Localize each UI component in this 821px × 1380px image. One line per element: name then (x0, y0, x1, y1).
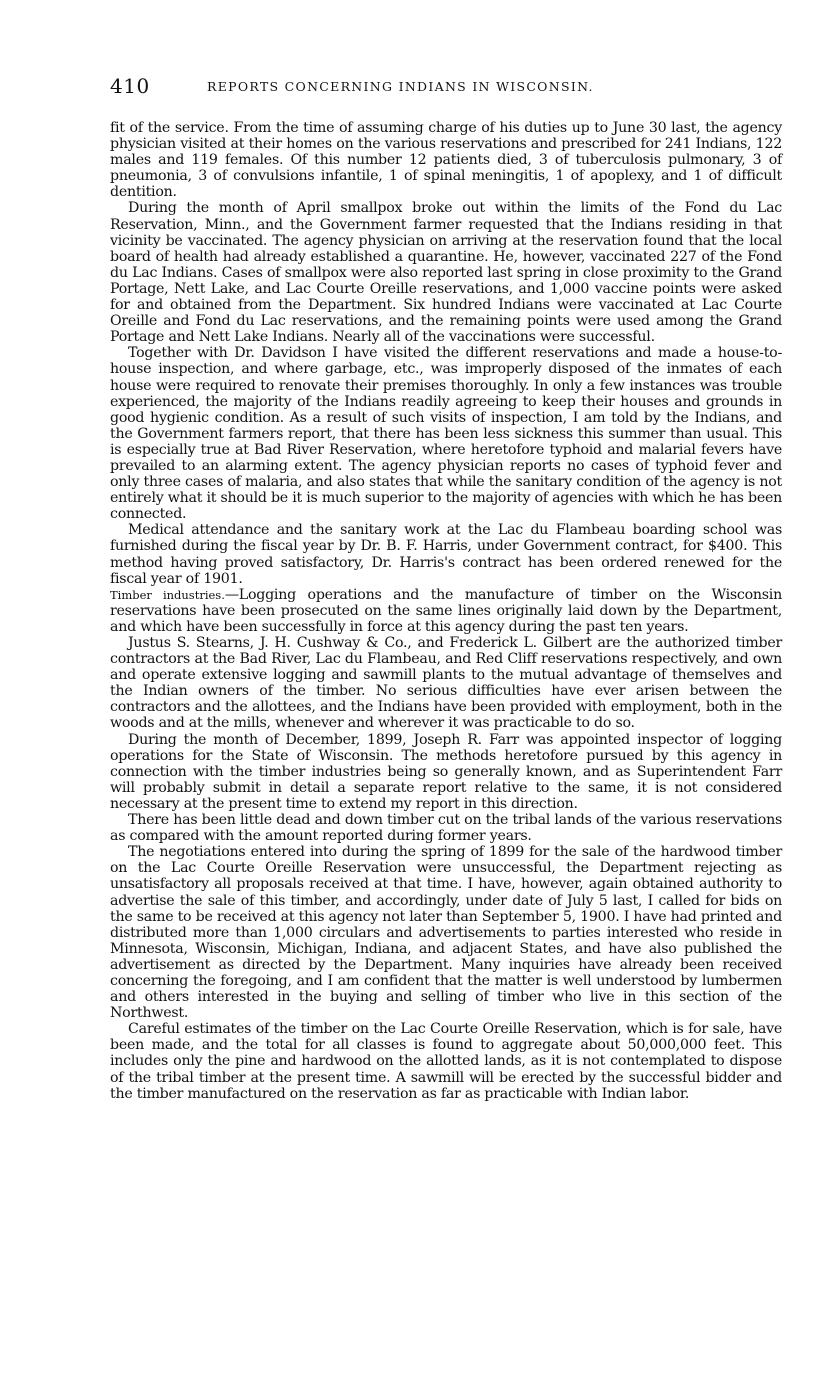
paragraph-text: During the month of April smallpox broke out within the limits of the Fond du Lac Reservation, Minn., and the Government farmer requested that the Indians residing in that vicinity be vaccinated. The agency physician on arriving at the reservation found that the local board of health had already established a quarantine. He, however, vaccinated 227 of the Fond du Lac Indians. Cases of smallpox were also reported last spring in close proximity to the Grand Portage, Nett Lake, and Lac Courte Oreille reservations, and 1,000 vaccine points were asked for and obtained from the Department. Six hundred Indians were vaccinated at Lac Courte Oreille and Fond du Lac reservations, and the remaining points were used among the Grand Portage and Nett Lake Indians. Nearly all of the vaccinations were successful. (110, 200, 782, 346)
paragraph-text: Medical attendance and the sanitary work at the Lac du Flambeau boarding school was furnished during the fiscal year by Dr. B. F. Harris, under Government contract, for $400. This method having proved satisfactory, Dr. Harris's contract has been ordered renewed for the fiscal year of 1901. (110, 522, 782, 587)
paragraph-5 (110, 587, 782, 635)
paragraph-text: Justus S. Stearns, J. H. Cushway & Co., and Frederick L. Gilbert are the authorized timber contractors at the Bad River, Lac du Flambeau, and Red Cliff reservations respectively, and own and operate extensive logging and sawmill plants to the mutual advantage of themselves and the Indian owners of the timber. No serious difficulties have ever arisen between the contractors and the allottees, and the Indians have been provided with employment, both in the woods and at the mills, whenever and wherever it was practicable to do so. (110, 635, 782, 732)
paragraph-7 (110, 732, 782, 812)
paragraph-text: —Logging operations and the manufacture of timber on the Wisconsin reservations have been prosecuted on the same lines originally laid down by the Department, and which have been successfully in force at this agency during the past ten years. (110, 586, 782, 635)
paragraph-9 (110, 844, 782, 1021)
paragraph-10 (110, 1021, 782, 1101)
paragraph-text: fit of the service. From the time of assuming charge of his duties up to June 30 last, the agency physician visited at their homes on the various reservations and prescribed for 241 Indians, 122 males and 119 females. Of this number 12 patients died, 3 of tuberculosis pulmonary, 3 of pneumonia, 3 of convulsions infantile, 1 of spinal meningitis, 1 of apoplexy, and 1 of difficult dentition. (110, 120, 782, 201)
paragraph-text: During the month of December, 1899, Joseph R. Farr was appointed inspector of logging operations for the State of Wisconsin. The methods heretofore pursued by this agency in connection with the timber industries being so generally known, and as Superintendent Farr will probably submit in detail a separate report relative to the same, it is not considered necessary at the present time to extend my report in this direction. (110, 731, 782, 812)
paragraph-1 (110, 120, 782, 200)
paragraph-6 (110, 635, 782, 732)
paragraph-text: Together with Dr. Davidson I have visited the different reservations and made a house-to-house inspection, and where garbage, etc., was improperly disposed of the inmates of each house were required to renovate their premises thoroughly. In only a few instances was trouble experienced, the majority of the Indians readily agreeing to keep their houses and grounds in good hygienic condition. As a result of such visits of inspection, I am told by the Indians, and the Government farmers report, that there has been less sickness this summer than usual. This is especially true at Bad River Reservation, where heretofore typhoid and malarial fevers have prevailed to an alarming extent. The agency physician reports no cases of typhoid fever and only three cases of malaria, and also states that while the sanitary condition of the agency is not entirely what it should be it is much superior to the majority of agencies with which he has been connected. (110, 345, 782, 523)
paragraph-text: The negotiations entered into during the spring of 1899 for the sale of the hardwood timber on the Lac Courte Oreille Reservation were unsuccessful, the Department rejecting as unsatisfactory all proposals received at that time. I have, however, again obtained authority to advertise the sale of this timber, and accordingly, under date of July 5 last, I called for bids on the same to be received at this agency not later than September 5, 1900. I have had printed and distributed more than 1,000 circulars and advertisements to parties interested who reside in Minnesota, Wisconsin, Michigan, Indiana, and adjacent States, and have also published the advertisement as directed by the Department. Many inquiries have already been received concerning the foregoing, and I am confident that the matter is well understood by lumbermen and others interested in the buying and selling of timber who live in this section of the Northwest. (110, 844, 782, 1022)
paragraph-text: Careful estimates of the timber on the Lac Courte Oreille Reservation, which is for sale, have been made, and the total for all classes is found to aggregate about 50,000,000 feet. This includes only the pine and hardwood on the allotted lands, as it is not contemplated to dispose of the tribal timber at the present time. A sawmill will be erected by the successful bidder and the timber manufactured on the reservation as far as practicable with Indian labor. (110, 1021, 782, 1102)
side-heading: Timber industries. (110, 587, 225, 602)
body-text (110, 120, 782, 1102)
paragraph-text: There has been little dead and down timber cut on the tribal lands of the various reservations as compared with the amount reported during former years. (110, 812, 782, 845)
page-number: 410 (110, 74, 150, 98)
paragraph-2 (110, 200, 782, 345)
page-header (110, 74, 782, 102)
paragraph-8 (110, 812, 782, 844)
running-head: REPORTS CONCERNING INDIANS IN WISCONSIN. (207, 79, 594, 94)
paragraph-3 (110, 345, 782, 522)
paragraph-4 (110, 522, 782, 586)
